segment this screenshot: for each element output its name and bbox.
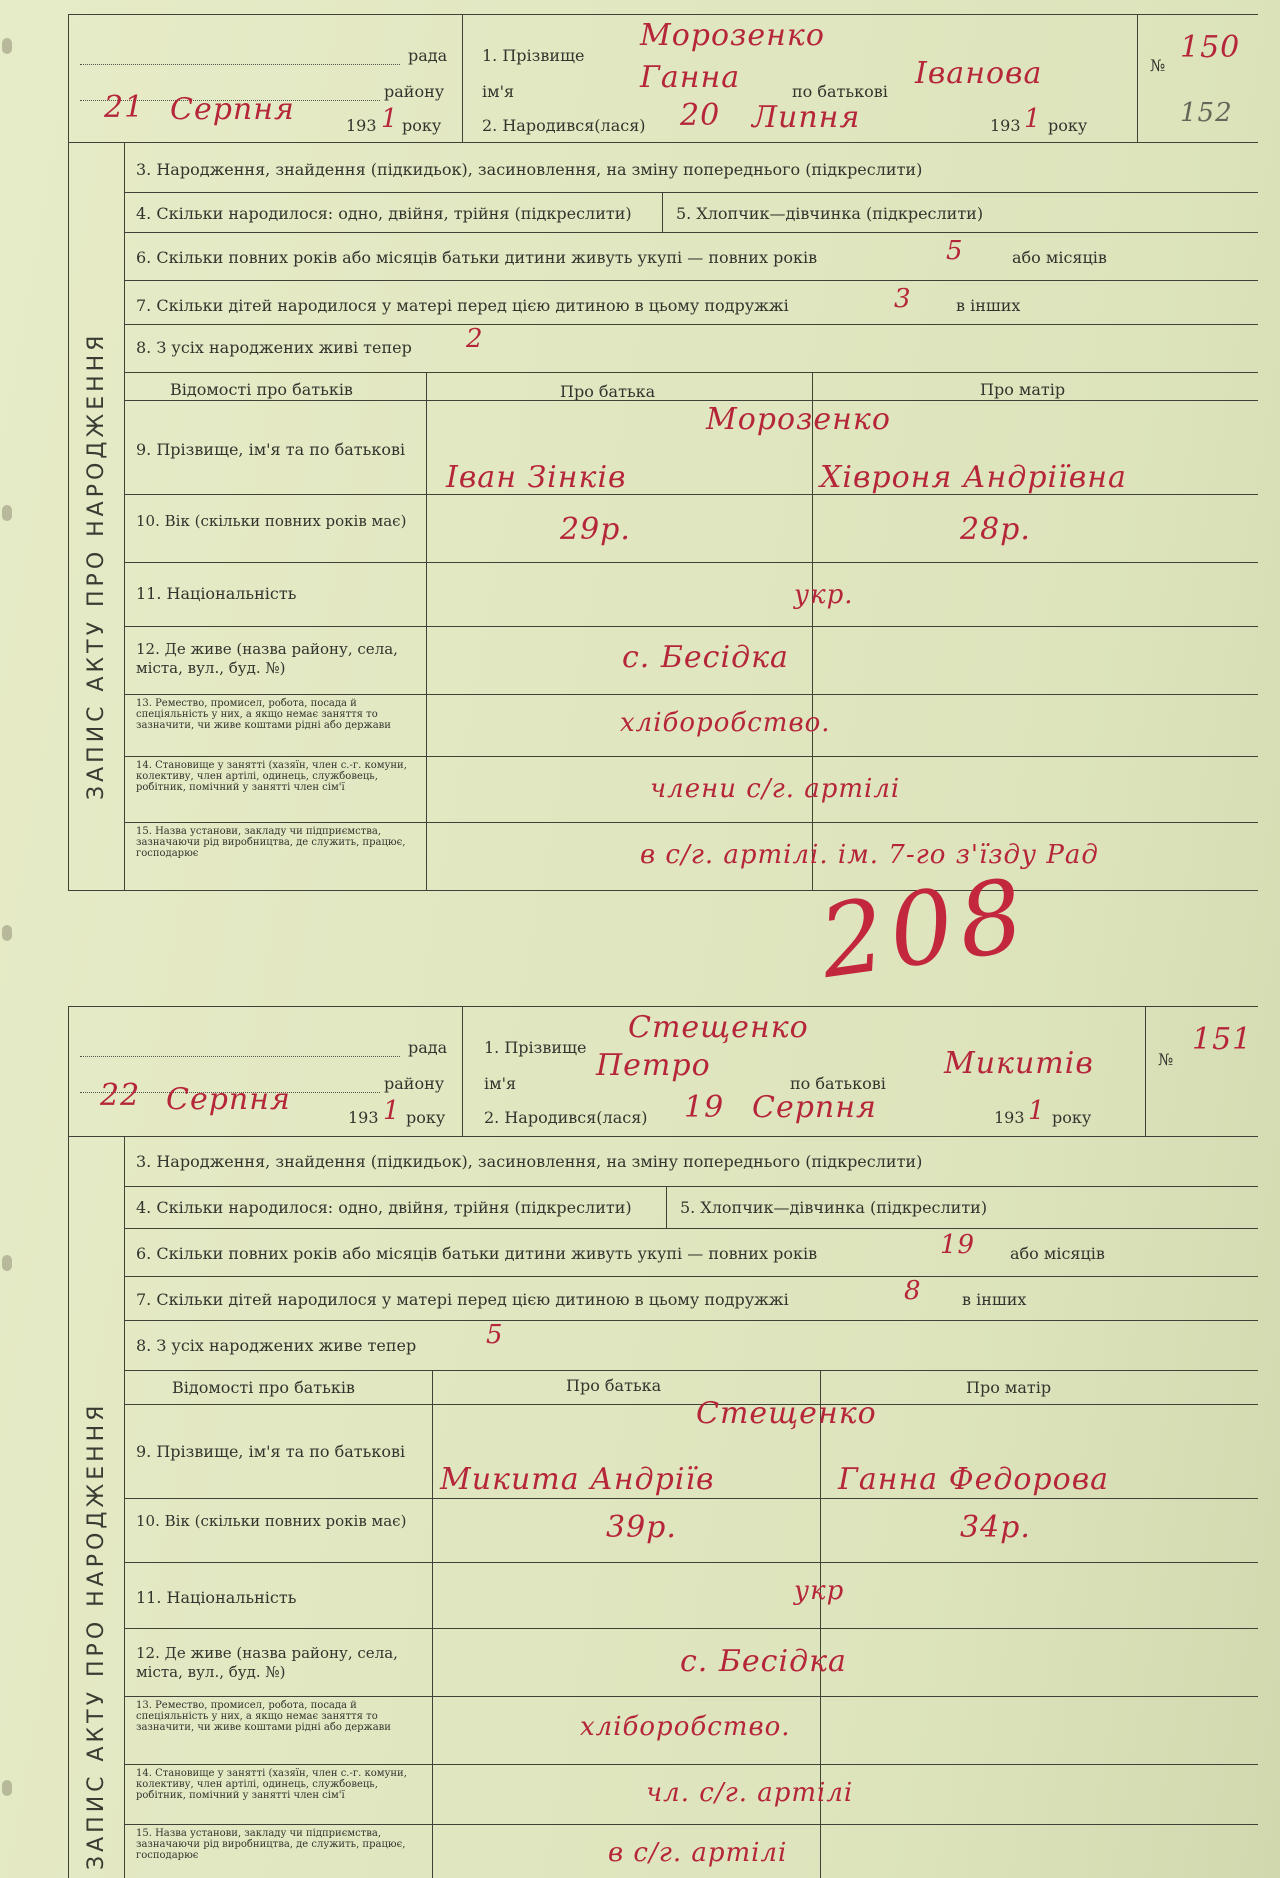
child-patronymic: Іванова: [915, 56, 1043, 91]
surname-label: 1. Прізвище: [482, 46, 585, 65]
name-label: ім'я: [482, 82, 515, 101]
q3-label: 3. Народження, знайдення (підкидьок), засиновлення, на зміну попереднього (підкреслити): [136, 160, 923, 179]
birth-day: 20: [680, 98, 721, 133]
registration-month: Серпня: [166, 1082, 291, 1117]
name-label: ім'я: [484, 1074, 517, 1093]
registration-month: Серпня: [170, 92, 295, 127]
q6b-label: або місяців: [1012, 248, 1107, 267]
year-label: року: [406, 1108, 446, 1127]
child-surname: Стещенко: [628, 1010, 809, 1045]
year-prefix: 193: [346, 116, 377, 135]
registration-day: 22: [100, 1078, 141, 1113]
q9-label: 9. Прізвище, ім'я та по батькові: [136, 440, 406, 459]
occupation: хліборобство.: [580, 1712, 791, 1742]
father-age: 29р.: [560, 512, 631, 547]
q14-label: 14. Становище у занятті (хазяїн, член с.-г. комуни, колективу, член артілі, одинець, службовець, робітник, помічний у занятті член сім'ї: [136, 1768, 407, 1801]
q4-label: 4. Скільки народилося: одно, двійня, трійня (підкреслити): [136, 1198, 632, 1217]
born-label: 2. Народився(лася): [484, 1108, 648, 1127]
q12-label: 12. Де живе (назва району, села, міста, вул., буд. №): [136, 1644, 398, 1681]
years-together: 5: [946, 236, 964, 266]
father-header: Про батька: [566, 1376, 662, 1395]
family-surname: Морозенко: [706, 402, 891, 437]
living-now: 5: [486, 1320, 504, 1350]
punch-hole: [2, 1255, 12, 1271]
q13-label: 13. Ремество, промисел, робота, посада й спеціяльність у них, а якщо немає заняття то зазначити, чи живе коштами рідні або держави: [136, 698, 391, 731]
punch-hole: [2, 925, 12, 941]
q8-label: 8. З усіх народжених живі тепер: [136, 338, 412, 357]
q7b-label: в інших: [956, 296, 1021, 315]
birth-month: Липня: [752, 100, 861, 135]
record-number-alt: 152: [1180, 98, 1233, 128]
vertical-title: ЗАПИС АКТУ ПРО НАРОДЖЕННЯ: [84, 1401, 109, 1870]
mother-age: 28р.: [960, 512, 1031, 547]
patronymic-label: по батькові: [792, 82, 888, 101]
year-prefix: 193: [348, 1108, 379, 1127]
workplace: в с/г. артілі: [608, 1838, 788, 1868]
family-surname: Стещенко: [696, 1396, 877, 1431]
year-label: року: [1048, 116, 1088, 135]
q7b-label: в інших: [962, 1290, 1027, 1309]
punch-hole: [2, 38, 12, 54]
parents-header: Відомості про батьків: [170, 380, 353, 399]
born-label: 2. Народився(лася): [482, 116, 646, 135]
q14-label: 14. Становище у занятті (хазяїн, член с.-г. комуни, колективу, член артілі, одинець, службовець, робітник, помічний у занятті член сім'ї: [136, 760, 407, 793]
q12-label: 12. Де живе (назва району, села, міста, вул., буд. №): [136, 640, 398, 677]
q11-label: 11. Національність: [136, 1588, 297, 1607]
registration-year-digit: 1: [383, 1096, 401, 1126]
mother-header: Про матір: [966, 1378, 1052, 1397]
year-label: року: [1052, 1108, 1092, 1127]
father-age: 39р.: [606, 1510, 677, 1545]
number-label: №: [1150, 56, 1166, 75]
district-label: району: [384, 82, 445, 101]
birth-month: Серпня: [752, 1090, 877, 1125]
q15-label: 15. Назва установи, закладу чи підприємства, зазначаючи рід виробництва, де служить, працює, господарює: [136, 1828, 406, 1861]
father-header: Про батька: [560, 382, 656, 401]
year-prefix: 193: [990, 116, 1021, 135]
q8-label: 8. З усіх народжених живе тепер: [136, 1336, 417, 1355]
red-number-stamp: 208: [812, 856, 1037, 1001]
vertical-title: ЗАПИС АКТУ ПРО НАРОДЖЕННЯ: [84, 331, 109, 800]
surname-label: 1. Прізвище: [484, 1038, 587, 1057]
child-patronymic: Микитів: [944, 1046, 1094, 1081]
mother-name: Ганна Федорова: [838, 1462, 1110, 1497]
children-before: 8: [904, 1276, 922, 1306]
child-name: Петро: [596, 1048, 711, 1083]
father-name: Микита Андріїв: [440, 1462, 715, 1497]
q5-label: 5. Хлопчик—дівчинка (підкреслити): [676, 204, 984, 223]
registration-year-digit: 1: [381, 104, 399, 134]
q7-label: 7. Скільки дітей народилося у матері перед цією дитиною в цьому подружжі: [136, 296, 789, 315]
district-label: району: [384, 1074, 445, 1093]
number-label: №: [1158, 1050, 1174, 1069]
workplace: в с/г. артілі. ім. 7-го з'їзду Рад: [640, 840, 1099, 870]
position: чл. с/г. артілі: [646, 1778, 854, 1808]
residence: с. Бесідка: [680, 1644, 847, 1679]
nationality: укр: [794, 1576, 845, 1606]
council-label: рада: [408, 1038, 448, 1057]
year-prefix: 193: [994, 1108, 1025, 1127]
mother-header: Про матір: [980, 380, 1066, 399]
record-number: 150: [1180, 30, 1241, 65]
birth-year-digit: 1: [1024, 104, 1042, 134]
registration-day: 21: [104, 90, 145, 125]
parents-header: Відомості про батьків: [172, 1378, 355, 1397]
q6-label: 6. Скільки повних років або місяців батьки дитини живуть укупі — повних років: [136, 1244, 818, 1263]
record-number: 151: [1192, 1022, 1253, 1057]
q5-label: 5. Хлопчик—дівчинка (підкреслити): [680, 1198, 988, 1217]
living-now: 2: [466, 324, 484, 354]
year-label: року: [402, 116, 442, 135]
child-name: Ганна: [640, 60, 741, 95]
children-before: 3: [894, 284, 912, 314]
q15-label: 15. Назва установи, закладу чи підприємства, зазначаючи рід виробництва, де служить, працює, господарює: [136, 826, 406, 859]
q13-label: 13. Ремество, промисел, робота, посада й спеціяльність у них, а якщо немає заняття то зазначити, чи живе коштами рідні або держави: [136, 1700, 391, 1733]
punch-hole: [2, 1780, 12, 1796]
q10-label: 10. Вік (скільки повних років має): [136, 512, 407, 530]
years-together: 19: [940, 1230, 976, 1260]
mother-name: Хівроня Андріївна: [820, 460, 1127, 495]
child-surname: Морозенко: [640, 18, 825, 53]
punch-hole: [2, 505, 12, 521]
q6-label: 6. Скільки повних років або місяців батьки дитини живуть укупі — повних років: [136, 248, 818, 267]
council-label: рада: [408, 46, 448, 65]
position: члени с/г. артілі: [650, 774, 901, 804]
father-name: Іван Зінків: [446, 460, 627, 495]
q3-label: 3. Народження, знайдення (підкидьок), засиновлення, на зміну попереднього (підкреслити): [136, 1152, 923, 1171]
residence: с. Бесідка: [622, 640, 789, 675]
q6b-label: або місяців: [1010, 1244, 1105, 1263]
birth-day: 19: [684, 1090, 725, 1125]
patronymic-label: по батькові: [790, 1074, 886, 1093]
q4-label: 4. Скільки народилося: одно, двійня, трійня (підкреслити): [136, 204, 632, 223]
q9-label: 9. Прізвище, ім'я та по батькові: [136, 1442, 406, 1461]
q11-label: 11. Національність: [136, 584, 297, 603]
occupation: хліборобство.: [620, 708, 831, 738]
q10-label: 10. Вік (скільки повних років має): [136, 1512, 407, 1530]
birth-year-digit: 1: [1028, 1096, 1046, 1126]
mother-age: 34р.: [960, 1510, 1031, 1545]
q7-label: 7. Скільки дітей народилося у матері перед цією дитиною в цьому подружжі: [136, 1290, 789, 1309]
nationality: укр.: [794, 580, 854, 610]
